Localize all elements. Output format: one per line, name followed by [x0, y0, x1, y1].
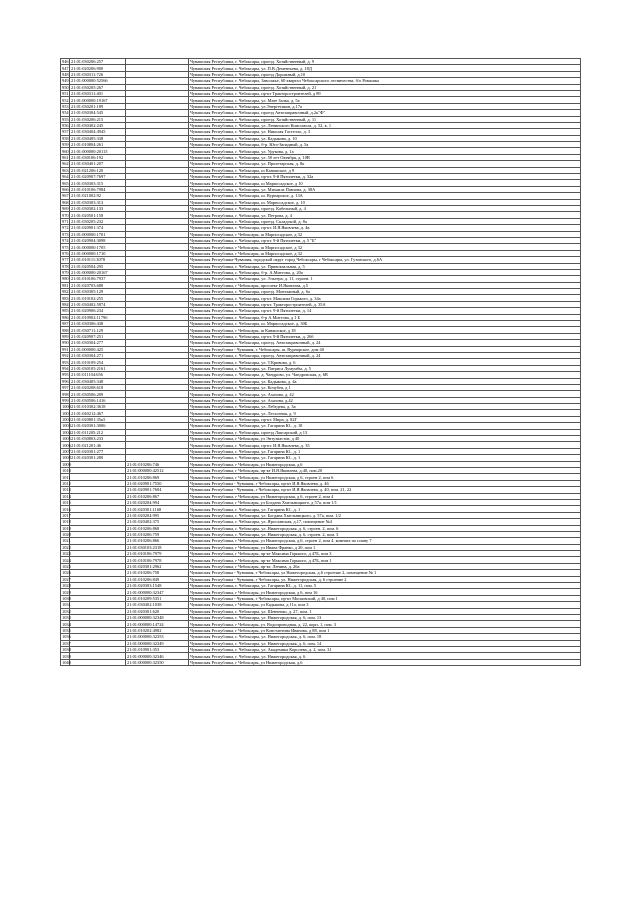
- cadastral-number-cell: 21:01:000000:20115: [70, 148, 126, 154]
- address-cell: Чувашская Республика, г. Чебоксары, Заволжье, 60 квартал Чебоксарского лесничества, б/о Ромашка: [189, 78, 581, 84]
- address-cell: Чувашская Республика, г Чебоксары, ул Нижегородская, д 6, строен 2, пом 6: [189, 474, 581, 480]
- row-number-cell: 1011: [62, 474, 71, 480]
- row-number-cell: 956: [62, 123, 69, 129]
- address-cell: Чувашская Республика, г. Чебоксары, ул. Кадыкова, д. 4а: [189, 378, 581, 384]
- cadastral-number-cell: 21:01:030402:245: [70, 122, 126, 128]
- row-number-cell: 999: [62, 397, 69, 403]
- row-number-cell: 997: [62, 385, 69, 391]
- cadastral-number-cell: 21:01:030311:401: [70, 90, 126, 96]
- row-number-cell: 959: [62, 142, 69, 148]
- cadastral-number-cell: [70, 659, 126, 665]
- row-number-cell: 972: [62, 225, 69, 231]
- room-cadastral-number-cell: 21:01:010206:759: [126, 531, 189, 537]
- address-cell: Чувашская Республика, г. Чебоксары, проезд. Хозяйственный, д. 9: [189, 59, 581, 65]
- address-cell: Чувашская Республика, г Чебоксары, ш Марпосадское, д 32: [189, 250, 581, 256]
- cadastral-number-cell: 21:01:020907:251: [70, 333, 126, 339]
- cadastral-number-cell: 21:01:040212:467: [70, 410, 126, 416]
- address-cell: Чувашская Республика, г. Чебоксары, пр-кт. 9-й Пятилетки, д. 5 "Б": [189, 237, 581, 243]
- cadastral-number-cell: 21:01:020907:7697: [70, 174, 126, 180]
- cadastral-number-cell: 21:01:030105:2161: [70, 365, 126, 371]
- row-number-cell: 1003: [62, 423, 71, 429]
- cadastral-number-cell: 21:01:030303:313: [70, 199, 126, 205]
- cadastral-number-cell: 21:01:020901:374: [70, 225, 126, 231]
- cadastral-number-cell: 21:01:000000:52566: [70, 78, 126, 84]
- row-number-cell: 975: [62, 244, 69, 250]
- row-number-cell: 1010: [62, 468, 71, 474]
- address-cell: Чувашская Республика, г. Чебоксары, ш. Вурнарское, д. 13А: [189, 193, 581, 199]
- address-cell: Чувашская Республика - Чувашия, г Чебоксары, ул. Нижегородская, д. 6 строение 2: [189, 576, 581, 582]
- row-number-cell: 967: [62, 193, 69, 199]
- address-cell: Чувашская Республика, г. Чебоксары, ул. Николая Гастелло, д. 3: [189, 129, 581, 135]
- address-cell: Чувашская Республика, г. Чебоксары, ул. Гагарина Ю., д. 11, пом. 5: [189, 583, 581, 589]
- address-cell: Чувашская Республика, г. Чебоксары, ул. Эльгера, д. 11, строен. 1: [189, 276, 581, 282]
- row-number-cell: 1012: [62, 480, 71, 486]
- row-number-cell: 1005: [62, 436, 71, 442]
- address-cell: Чувашская Республика, г. Чебоксары, пр-кт. 9-й Пятилетки, д. 14: [189, 308, 581, 314]
- address-cell: Чувашская Республика - Чувашия, г. Чебоксары, ш. Вурнарское, дом 40: [189, 346, 581, 352]
- address-cell: Чувашская Республика, г. Чебоксары, проезд. Хозяйственный, д. 11: [189, 116, 581, 122]
- address-cell: Чувашская Республика, г. Чебоксары, ул. Петрова, д. 4: [189, 212, 581, 218]
- address-cell: Чувашская Республика, г. Чебоксары, пр-кт. Максима Горького, д. 34а: [189, 295, 581, 301]
- address-cell: Чувашская Республика, г. Чебоксары, ул. Лебедева, д. 3а: [189, 404, 581, 410]
- row-number-cell: 961: [62, 155, 69, 161]
- row-number-cell: 983: [62, 295, 69, 301]
- cadastral-number-cell: 21:01:020904:3098: [70, 237, 126, 243]
- row-number-cell: 1040: [62, 659, 71, 665]
- address-cell: Чувашская Республика, г Чебоксары, ул Нижегородская, д.6: [189, 659, 581, 665]
- address-cell: Чувашская Республика, г. Чебоксары, ул. Шевченко, д. 27, пом. 1: [189, 608, 581, 614]
- row-number-cell: 969: [62, 206, 69, 212]
- row-number-cell: 985: [62, 308, 69, 314]
- address-cell: Чувашская Республика, г. Чебоксары, ул. Пролетарская, д. 8к: [189, 161, 581, 167]
- address-cell: Чувашская Республика - Чувашия, г Чебоксары, пр-кт И.Я.Яковлева, д. 40, пом. 21, 22: [189, 487, 581, 493]
- address-cell: Чувашская Республика, г. Чебоксары, ул. Нижегородская, д. 6, строен. 2, пом. 3: [189, 531, 581, 537]
- address-cell: Чувашская Республика, г. Чебоксары, д. Чандрово, ул. Чандровская, д. 6В: [189, 372, 581, 378]
- address-cell: Чувашская Республика, г Чебоксары, ш Канашское, д 18: [189, 327, 581, 333]
- row-number-cell: 955: [62, 116, 69, 122]
- address-cell: Чувашская Республика, г Чебоксары, пр-кт Максима Горького, д 47Б, пом 3: [189, 551, 581, 557]
- address-cell: Чувашская Республика, г. Чебоксары, б-р. Юго-Западный, д. 5а: [189, 142, 581, 148]
- address-cell: Чувашская Республика, г. Чебоксары, ул. Кадыкова, д. 10: [189, 135, 581, 141]
- address-cell: Чувашская Республика, г Чебоксары, ул Нижегородская, д.6, строен 2, пом 4, комната по плану 7: [189, 538, 581, 544]
- row-number-cell: 978: [62, 263, 69, 269]
- cadastral-number-cell: 21:01:030311:726: [70, 71, 126, 77]
- row-number-cell: 981: [62, 282, 69, 288]
- room-cadastral-number-cell: 21:01:000000:32348: [126, 614, 189, 620]
- row-number-cell: 1036: [62, 634, 71, 640]
- address-cell: Чувашская Республика, г Чебоксары, ул Константина Иванова, д 88, пом 1: [189, 627, 581, 633]
- address-cell: Чувашская Республика, г. Чебоксары, пр-кт. Мира, д. 82Г: [189, 416, 581, 422]
- address-cell: Чувашская Республика, г. Чебоксары, ул. Нижегородская, д. 6, пом. 13: [189, 614, 581, 620]
- room-cadastral-number-cell: 21:01:010206:866: [126, 538, 189, 544]
- row-number-cell: 966: [62, 187, 69, 192]
- cadastral-number-cell: 21:01:011205:212: [70, 429, 126, 435]
- address-cell: Чувашская Республика, г. Чебоксары, пр-кт. И.Я.Яковлева, д. 35: [189, 442, 581, 448]
- row-number-cell: 1027: [62, 576, 71, 582]
- row-number-cell: 950: [62, 84, 69, 90]
- cadastral-number-cell: 21:01:020301:3006: [70, 423, 126, 429]
- room-cadastral-number-cell: 21:01:020303:1548: [126, 583, 189, 589]
- address-cell: Чувашская Республика, г. Чебоксары, ул. Мате Залка, д. 5а: [189, 97, 581, 103]
- address-cell: Чувашская Республика, г. Чебоксары, ул. Богдана Хмельницкого, д. 57а, пом. 1/2: [189, 512, 581, 518]
- cadastral-number-cell: 21:01:020501:158: [70, 212, 126, 218]
- room-cadastral-number-cell: 21:01:030103:2318: [126, 544, 189, 550]
- address-cell: Чувашская Республика, г Чебоксары, ш Марпосадское, д 32: [189, 244, 581, 250]
- row-number-cell: 949: [62, 78, 69, 84]
- cadastral-number-cell: 21:01:020301:277: [70, 448, 126, 454]
- address-cell: Чувашская Республика, г. Чебоксары, ул. 50 лет Октября, д. 10В: [189, 154, 581, 160]
- cadastral-number-cell: 21:01:020906:234: [70, 308, 126, 314]
- row-number-cell: 1000: [62, 404, 71, 410]
- row-number-cell: 998: [62, 391, 69, 397]
- row-number-cell: 977: [62, 257, 69, 263]
- row-number-cell: 1022: [62, 544, 71, 550]
- room-cadastral-number-cell: 21:01:020301:1168: [126, 506, 189, 512]
- address-cell: Чувашская Республика, г Чебоксары, пр-кт Максима Горького, д 47Б, пом 1: [189, 557, 581, 563]
- address-cell: Чувашская Республика, г. Чебоксары, ул. Т.Кривова, д. 6: [189, 359, 581, 365]
- property-register-table: [60, 58, 581, 666]
- address-cell: Чувашская Республика, г. Чебоксары, б-р А.Миттова, д 1 Б: [189, 314, 581, 320]
- address-cell: Чувашская Республика, г. Чебоксары, ул. Гагарина Ю., д. 1: [189, 455, 581, 461]
- room-cadastral-number-cell: 21:01:000000:32350: [126, 659, 189, 665]
- cadastral-number-cell: 21:01:010804:261: [70, 142, 126, 148]
- row-number-cell: 1009: [62, 461, 71, 467]
- row-number-cell: 1013: [62, 487, 71, 493]
- cadastral-number-cell: 21:01:020206:900: [70, 65, 126, 71]
- address-cell: Чувашская Республика, г. Чебоксары, ул. Михаила Павлова, д. 38А: [189, 186, 581, 192]
- address-cell: Чувашская Республика, г Чебоксары, ул Энтузиастов, д 40: [189, 436, 581, 442]
- cadastral-number-cell: 21:01:000000:1710: [70, 250, 126, 256]
- room-cadastral-number-cell: 21:01:020204:995: [126, 512, 189, 518]
- cadastral-number-cell: 21:01:010102:255: [70, 295, 126, 301]
- room-cadastral-number-cell: 21:01:010206:849: [126, 576, 189, 582]
- row-number-cell: 1021: [62, 538, 71, 544]
- room-cadastral-number-cell: 21:01:020901:7550: [126, 480, 189, 486]
- address-cell: Чувашская Республика, г. Чебоксары, ул. Ахазова, д. 42: [189, 391, 581, 397]
- address-cell: Чувашская Республика, г. Чебоксары, проезд Дорожный, д.10: [189, 71, 581, 77]
- cadastral-number-cell: 21:01:000000:1701: [70, 231, 126, 237]
- room-cadastral-number-cell: 21:01:000000:42512: [126, 468, 189, 474]
- row-number-cell: 1015: [62, 500, 71, 506]
- cadastral-number-cell: 21:01:000000:425: [70, 346, 126, 352]
- address-cell: Чувашская Республика, г. Чебоксары, ул. Гагарина Ю., д. 1: [189, 448, 581, 454]
- room-cadastral-number-cell: 21:01:010106:7979: [126, 551, 189, 557]
- cadastral-number-cell: 21:01:030405:348: [70, 378, 126, 384]
- cadastral-number-cell: 21:01:000000:20167: [70, 269, 126, 275]
- row-number-cell: 1030: [62, 596, 71, 601]
- row-number-cell: 980: [62, 276, 69, 282]
- address-cell: Чувашская Республика, г Чебоксары, пр-кт. Ленина, д. 26а: [189, 563, 581, 569]
- address-cell: Чувашская Республика, г. Чебоксары, проезд. Хозяйственный, д. 21: [189, 84, 581, 90]
- cadastral-number-cell: 21:01:030206:215: [70, 116, 126, 122]
- row-number-cell: 962: [62, 161, 69, 167]
- address-cell: Чувашская Республика, г Чебоксары, ш Марпосадское, д 32: [189, 231, 581, 237]
- cadastral-number-cell: 21:01:030106:192: [70, 154, 126, 160]
- address-cell: Чувашская Республика, г. Чебоксары, ш Марпосадское, д 10: [189, 180, 581, 186]
- address-cell: Чувашская Республика, г. Чебоксары, проезд. Автозаправочный, д. 24: [189, 352, 581, 358]
- row-number-cell: 1014: [62, 493, 71, 499]
- address-cell: Чувашская Республика, г. Чебоксары, б-р. А.Миттова, д. 20а: [189, 269, 581, 275]
- row-number-cell: 993: [62, 359, 69, 365]
- cadastral-number-cell: 21:01:030206:257: [70, 59, 126, 65]
- address-cell: Чувашская Республика, г. Чебоксары, ул. Нижегородская, д. 6: [189, 653, 581, 659]
- row-number-cell: 992: [62, 353, 69, 359]
- row-number-cell: 991: [62, 346, 69, 352]
- address-cell: Чувашская Республика - Чувашия, г Чебоксары, ул Нижегородская, д.6 строение 2, помещение № 1: [189, 570, 581, 576]
- address-cell: Чувашская Республика, г. Чебоксары, проезд. Автозаправочный, д. 24: [189, 340, 581, 346]
- cadastral-number-cell: 21:01:021206:120: [70, 167, 126, 173]
- row-number-cell: 994: [62, 365, 69, 371]
- cadastral-number-cell: 21:01:030306:438: [70, 321, 126, 327]
- room-cadastral-number-cell: 21:01:020402:375: [126, 519, 189, 525]
- cadastral-number-cell: 21:01:030402:5874: [70, 301, 126, 307]
- room-cadastral-number-cell: 21:01:020901:7604: [126, 487, 189, 493]
- cadastral-number-cell: 21:01:030401:207: [70, 161, 126, 167]
- row-number-cell: 982: [62, 289, 69, 295]
- address-cell: Чувашская Республика, г Чебоксары, ул Нижегородская, д 6, пом 16: [189, 589, 581, 595]
- row-number-cell: 1026: [62, 570, 71, 576]
- cadastral-number-cell: 21:01:030405:338: [70, 135, 126, 141]
- row-number-cell: 1039: [62, 653, 71, 659]
- address-cell: Чувашская Республика, г Чебоксары, ул Богдана Хмельницкого, д 57а, пом 1/1: [189, 499, 581, 505]
- address-cell: Чувашская Республика, г. Чебоксары, ш. Марпосадское, д. 10: [189, 199, 581, 205]
- cadastral-number-cell: 21:01:030303:315: [70, 180, 126, 186]
- row-number-cell: 979: [62, 270, 69, 276]
- address-cell: Чувашская Республика, г. Чебоксары, пр-кт. 9-й Пятилетки, д. 26б: [189, 333, 581, 339]
- cadastral-number-cell: 21:01:030506:209: [70, 391, 126, 397]
- room-cadastral-number-cell: 21:01:010206:867: [126, 493, 189, 499]
- row-number-cell: 986: [62, 314, 69, 320]
- row-number-cell: 1007: [62, 449, 71, 455]
- cadastral-number-cell: 21:01:030201:189: [70, 103, 126, 109]
- cadastral-number-cell: 21:01:000000:19167: [70, 97, 126, 103]
- room-cadastral-number-cell: 21:01:000000:32346: [126, 653, 189, 659]
- row-number-cell: 990: [62, 340, 69, 346]
- address-cell: Чувашская Республика, г. Чебоксары, ул. Привокзальная, д. 5: [189, 263, 581, 269]
- cadastral-number-cell: 21:01:030205:267: [70, 84, 126, 90]
- address-cell: Чувашская Республика, г. Чебоксары, ул. Академика Королева, д. 2, пом. 31: [189, 646, 581, 652]
- row-number-cell: 996: [62, 378, 69, 384]
- row-number-cell: 1017: [62, 512, 71, 518]
- row-number-cell: 1031: [62, 602, 71, 608]
- cadastral-number-cell: 21:01:030305:129: [70, 289, 126, 295]
- table-row: [61, 659, 581, 665]
- address-cell: Чувашская Республика, г Чебоксары, пр-кт И.Я.Яковлева, д.40, пом.20: [189, 468, 581, 474]
- address-cell: Чувашская Республика, г. Чебоксары, ул. Ярославская, д.17, помещение №4: [189, 519, 581, 525]
- room-cadastral-number-cell: 21:01:010106:7978: [126, 557, 189, 563]
- row-number-cell: 957: [62, 129, 69, 135]
- row-number-cell: 1029: [62, 589, 71, 595]
- row-number-cell: 1024: [62, 557, 71, 563]
- room-cadastral-number-cell: 21:01:010206:746: [126, 461, 189, 467]
- address-cell: Чувашская Республика, г. Чебоксары, ул. Ахазова, д.42: [189, 397, 581, 403]
- address-cell: Чувашская Республика, г. Чебоксары, ул. Нижегородская, д. 6, пом. 14: [189, 640, 581, 646]
- row-number-cell: 960: [62, 148, 69, 154]
- row-number-cell: 1002: [62, 417, 71, 423]
- room-cadastral-number-cell: 21:01:000000:32349: [126, 640, 189, 646]
- cadastral-number-cell: 21:01:020703:688: [70, 282, 126, 288]
- cadastral-number-cell: 21:01:010902:11796: [70, 314, 126, 320]
- row-number-cell: 958: [62, 135, 69, 141]
- cadastral-number-cell: 21:01:000000:1705: [70, 244, 126, 250]
- room-cadastral-number-cell: 21:01:020204:994: [126, 499, 189, 505]
- room-cadastral-number-cell: 21:01:000000:14724: [126, 621, 189, 627]
- row-number-cell: 984: [62, 302, 69, 308]
- cadastral-number-cell: 21:01:010106:7937: [70, 276, 126, 282]
- cadastral-number-cell: 21:01:020801:35к5: [70, 416, 126, 422]
- address-cell: Чувашская Республика - Чувашия, г Чебоксары, пр-кт Московский, д 40, пом 1: [189, 595, 581, 601]
- address-cell: Чувашская Республика - Чувашия, г Чебоксары, пр-кт И.Я.Яковлева, д. 46: [189, 480, 581, 486]
- row-number-cell: 1006: [62, 442, 71, 448]
- row-number-cell: 970: [62, 212, 69, 218]
- row-number-cell: 951: [62, 91, 69, 97]
- address-cell: Чувашская Республика, г. Чебоксары, ул. Лесхозная, д. 9: [189, 410, 581, 416]
- cadastral-number-cell: 21:01:030711:129: [70, 327, 126, 333]
- row-number-cell: 974: [62, 238, 69, 244]
- cadastral-number-cell: 21:01:010106:7984: [70, 186, 126, 192]
- row-number-cell: 989: [62, 333, 69, 339]
- row-number-cell: 1023: [62, 551, 71, 557]
- address-cell: Чувашская Республика, г. Чебоксары, пр-кт. 9-й Пятилетки, д. 32а: [189, 174, 581, 180]
- row-number-cell: 1035: [62, 627, 71, 633]
- cadastral-number-cell: 21:01:030304:277: [70, 340, 126, 346]
- row-number-cell: 1004: [62, 429, 71, 435]
- row-number-cell: 1001: [62, 410, 71, 416]
- row-number-cell: 1037: [62, 640, 71, 646]
- row-number-cell: 1038: [62, 647, 71, 653]
- row-number-cell: 954: [62, 110, 69, 116]
- row-number-cell: 1016: [62, 506, 71, 512]
- row-number-cell: 973: [62, 231, 69, 237]
- cadastral-number-cell: 21:01:021201:46: [70, 442, 126, 448]
- cadastral-number-cell: 21:01:021002:92: [70, 193, 126, 199]
- address-cell: Чувашская Республика, г Чебоксары, проспект И.Яковлева, д.5: [189, 282, 581, 288]
- cadastral-number-cell: 21:01:011104:656: [70, 372, 126, 378]
- address-cell: Чувашская Республика, г. Чебоксары, пр-кт Тракторостроителей, д 89: [189, 90, 581, 96]
- cadastral-number-cell: 21:01:010111:3078: [70, 257, 126, 263]
- address-cell: Чувашская Республика, г. Чебоксары, ул. Патриса Лумумбы, д. 5: [189, 365, 581, 371]
- cadastral-number-cell: 21:01:030506:1416: [70, 397, 126, 403]
- row-number-cell: 946: [62, 59, 69, 65]
- row-number-cell: 965: [62, 180, 69, 186]
- cadastral-number-cell: 21:01:030304:271: [70, 352, 126, 358]
- room-cadastral-number-cell: 21:01:030402:1038: [126, 602, 189, 608]
- address-cell: Чувашская Республика, г. Чебоксары, ул. Гагарина Ю., д. 18: [189, 423, 581, 429]
- row-number-cell: 1020: [62, 532, 71, 538]
- room-cadastral-number-cell: 21:01:020301:620: [126, 608, 189, 614]
- address-cell: Чувашская Республика, г. Чебоксары, пр-кт. Тракторостроителей, д. 35А: [189, 301, 581, 307]
- address-cell: Чувашская Республика, г. Чебоксары, пр-кт. И.Я.Яковлева, д. 4в: [189, 225, 581, 231]
- cadastral-number-cell: 21:01:020504:295: [70, 263, 126, 269]
- cadastral-number-cell: 21:01:020208:618: [70, 384, 126, 390]
- address-cell: Чувашская Республика, г. Чебоксары, ул. П.В.Дементьева, д. 18Д: [189, 65, 581, 71]
- address-cell: Чувашская Республика, г Чебоксары, ул Нижегородская, д.6: [189, 461, 581, 467]
- address-cell: Чувашская Республика-Чувашия, городской округ город Чебоксары, г Чебоксары, ул. Гузовского, д.6А: [189, 257, 581, 263]
- address-cell: Чувашская Республика, г. Чебоксары, проезд. Складской, д. 8а: [189, 218, 581, 224]
- cadastral-number-cell: 21:01:020301:280: [70, 455, 126, 461]
- room-cadastral-number-cell: 21:01:020301:2962: [126, 563, 189, 569]
- address-cell: Чувашская Республика, г Чебоксары, ул. Водопроводная, д. 22, корп. 1, пом. 3: [189, 621, 581, 627]
- room-cadastral-number-cell: 21:01:010209:5351: [126, 595, 189, 601]
- room-cadastral-number-cell: 21:01:000000:32347: [126, 589, 189, 595]
- address-cell: Чувашская Республика, г. Чебоксары, проезд. Монтажный, д. 6а: [189, 289, 581, 295]
- address-cell: Чувашская Республика, г. Чебоксары, ул. Ленинского Комсомола, д. 52, к. 1: [189, 122, 581, 128]
- address-cell: Чувашская Республика, г. Чебоксары, ул. Урукова, д. 1а: [189, 148, 581, 154]
- row-number-cell: 1028: [62, 583, 71, 589]
- row-number-cell: 1025: [62, 564, 71, 570]
- row-number-cell: 995: [62, 372, 69, 378]
- row-number-cell: 987: [62, 321, 69, 327]
- row-number-cell: 1018: [62, 519, 71, 525]
- row-number-cell: 953: [62, 103, 69, 109]
- address-cell: Чувашская Республика, г. Чебоксары, ш Канашское, д 9: [189, 167, 581, 173]
- address-cell: Чувашская Республика, г. Чебоксары, ш. Марпосадское, д. 30Б: [189, 321, 581, 327]
- cadastral-number-cell: 21:01:030302:133: [70, 205, 126, 211]
- row-number-cell: 1019: [62, 525, 71, 531]
- row-number-cell: 1033: [62, 615, 71, 621]
- cadastral-number-cell: 21:01:030205:232: [70, 218, 126, 224]
- cadastral-number-cell: 21:01:030304:545: [70, 110, 126, 116]
- room-cadastral-number-cell: 21:01:010206:869: [126, 474, 189, 480]
- row-number-cell: 971: [62, 218, 69, 224]
- row-number-cell: 968: [62, 199, 69, 205]
- row-number-cell: 963: [62, 167, 69, 173]
- row-number-cell: 952: [62, 97, 69, 103]
- room-cadastral-number-cell: 21:01:000000:32353: [126, 634, 189, 640]
- cadastral-number-cell: 21:01:010302:3618: [70, 404, 126, 410]
- address-cell: Чувашская Республика, г. Чебоксары, проезд Автозаправочный, д.2к"Ф": [189, 110, 581, 116]
- cadastral-number-cell: 21:01:030803:233: [70, 436, 126, 442]
- address-cell: Чувашская Республика, г. Чебоксары, проезд Лапсарский, д 13: [189, 429, 581, 435]
- row-number-cell: 948: [62, 71, 69, 77]
- address-cell: Чувашская Республика, г. Чебоксары, ул. Нижегородская, д. 6, строен. 2, пом. 6: [189, 525, 581, 531]
- cadastral-number-cell: 21:01:010109:254: [70, 359, 126, 365]
- address-cell: Чувашская Республика, г. Чебоксары, ул. Кочубея, д 1: [189, 384, 581, 390]
- room-cadastral-number-cell: 21:01:010202:4982: [126, 627, 189, 633]
- address-cell: Чувашская Республика, г Чебоксары, ул Кадыкова, д 11а, пом 3: [189, 602, 581, 608]
- row-number-cell: 976: [62, 250, 69, 256]
- address-cell: Чувашская Республика, г. Чебоксары, ул. Гагарина Ю., д. 1: [189, 506, 581, 512]
- address-cell: Чувашская Республика, г. Чебоксары, ул.Энергетиков, д.17а: [189, 103, 581, 109]
- cadastral-number-cell: 21:01:030404:4945: [70, 129, 126, 135]
- row-number-cell: 947: [62, 65, 69, 71]
- register-table-body: [61, 59, 581, 666]
- address-cell: Чувашская Республика, г Чебоксары, ул Нижегородская, д 6, строен 2, пом 4: [189, 493, 581, 499]
- row-number-cell: 964: [62, 174, 69, 180]
- row-number-cell: 1008: [62, 455, 71, 461]
- room-cadastral-number-cell: 21:01:010206:758: [126, 570, 189, 576]
- room-cadastral-number-cell: 21:01:010901:353: [126, 646, 189, 652]
- address-cell: Чувашская Республика, г Чебоксары, ул Ивана Франко, д 20, пом 1: [189, 544, 581, 550]
- row-number-cell: 1034: [62, 621, 71, 627]
- address-cell: Чувашская Республика, г. Чебоксары, ул. Нижегородская, д. 6, пом. 18: [189, 634, 581, 640]
- row-number-cell: 988: [62, 327, 69, 333]
- row-number-cell: 1032: [62, 608, 71, 614]
- room-cadastral-number-cell: 21:01:010206:868: [126, 525, 189, 531]
- address-cell: Чувашская Республика, г. Чебоксары, проезд. Кабельный, д. 4: [189, 205, 581, 211]
